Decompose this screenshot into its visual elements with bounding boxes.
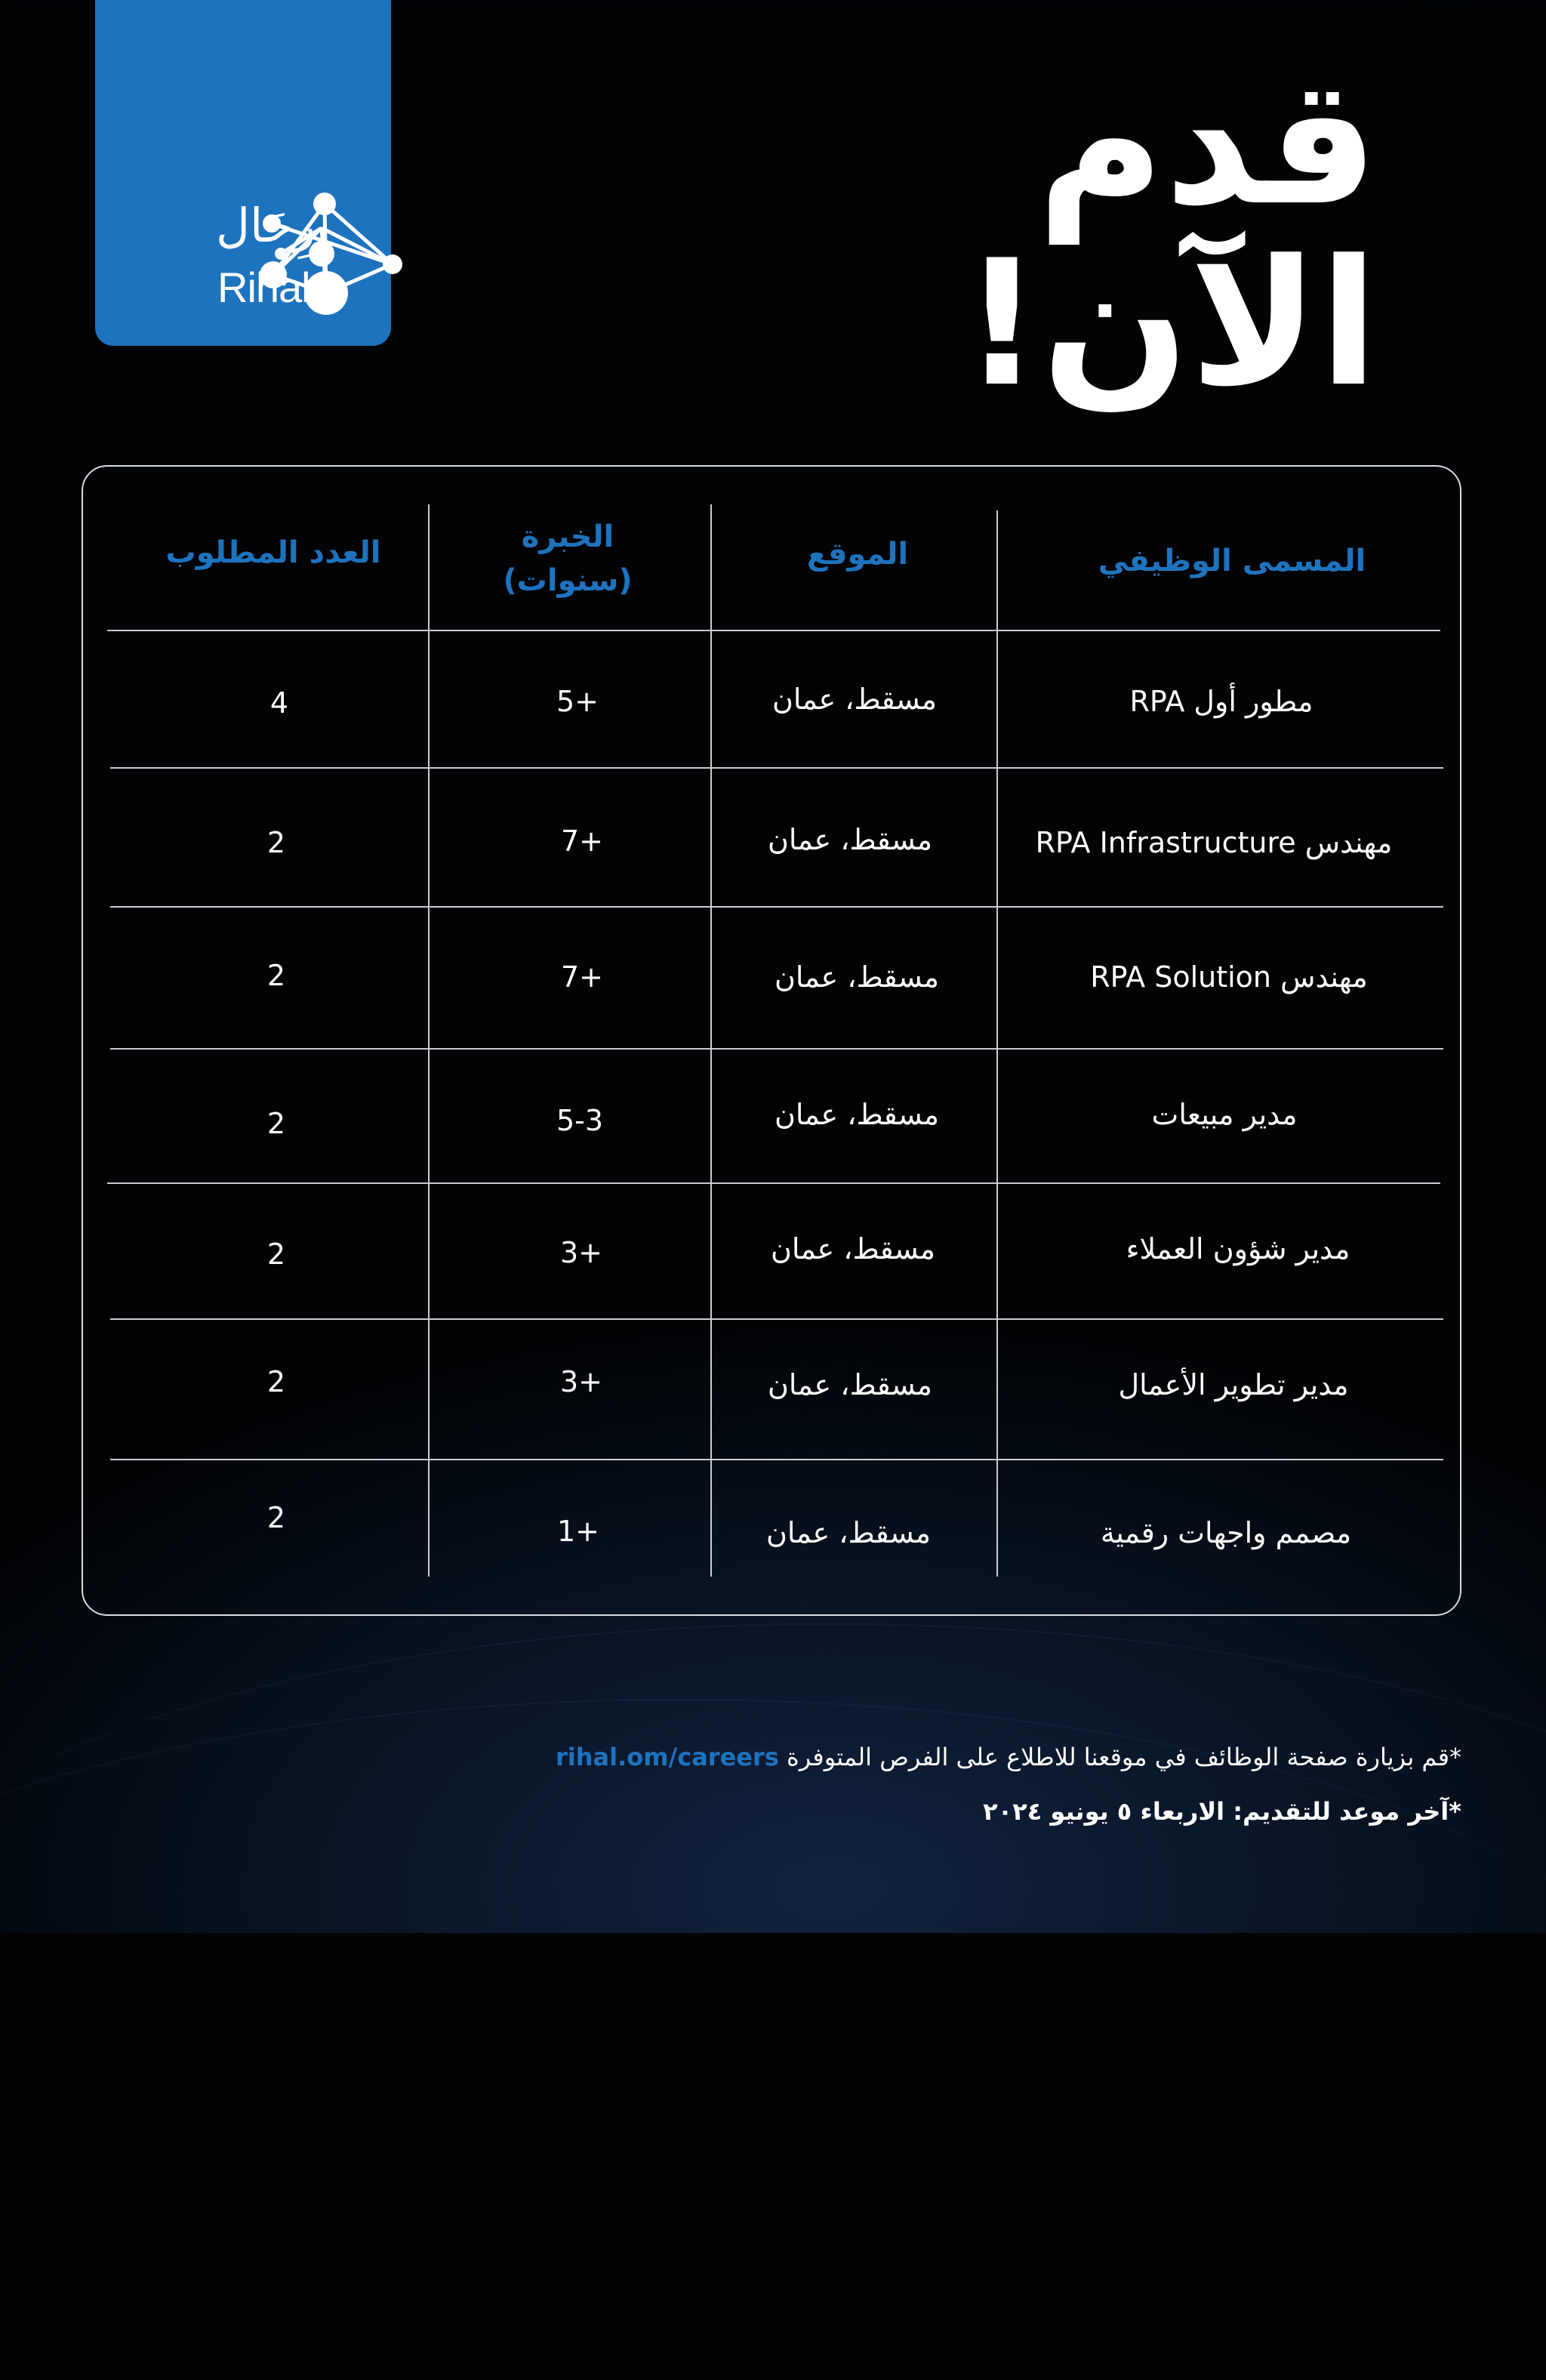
- cell-count: 2: [266, 1365, 286, 1398]
- cell-count: 2: [266, 1501, 286, 1534]
- logo-arabic-text: رِحَال: [216, 198, 316, 253]
- header-experience: [503, 515, 632, 603]
- cell-count: 2: [266, 826, 286, 859]
- cell-experience: +3: [559, 1365, 603, 1398]
- rihal-logo: [95, 0, 391, 346]
- cell-experience: +7: [560, 825, 604, 858]
- column-divider: [710, 504, 712, 1577]
- cell-job-title: مهندس RPA Infrastructure: [1035, 826, 1393, 859]
- cell-count: 4: [269, 686, 289, 720]
- cell-job-title: مدير مبيعات: [1151, 1098, 1298, 1131]
- cell-experience: +7: [560, 960, 604, 994]
- cell-job-title: مدير شؤون العملاء: [1126, 1232, 1350, 1266]
- cell-experience: +5: [556, 685, 599, 718]
- header-location: الموقع: [806, 537, 909, 572]
- cell-count: 2: [266, 1238, 286, 1271]
- row-divider: [107, 630, 1440, 631]
- background-wave: [0, 1623, 1546, 2304]
- cell-location: مسقط، عمان: [767, 823, 933, 856]
- cell-location: مسقط، عمان: [771, 683, 938, 716]
- header-experience-line-2: (سنوات): [503, 563, 633, 598]
- footer-deadline: *آخر موعد للتقديم: الاربعاء ٥ يونيو ٢٠٢٤: [983, 1797, 1461, 1826]
- cell-job-title: مدير تطوير الأعمال: [1118, 1368, 1349, 1401]
- row-divider: [110, 906, 1443, 908]
- cell-count: 2: [266, 959, 286, 992]
- careers-link[interactable]: rihal.om/careers: [555, 1743, 779, 1771]
- headline-line-2: الآن!: [962, 224, 1378, 425]
- cell-experience: +1: [556, 1515, 600, 1548]
- cell-count: 2: [266, 1107, 286, 1140]
- header-job-title: المسمى الوظيفي: [1098, 544, 1366, 578]
- cell-experience: 5-3: [556, 1104, 604, 1137]
- header-count: العدد المطلوب: [165, 535, 381, 570]
- logo-english-text: Rihal: [217, 264, 310, 311]
- cell-location: مسقط، عمان: [767, 1368, 933, 1401]
- headline: [850, 42, 1378, 425]
- cell-job-title: مهندس RPA Solution: [1090, 960, 1368, 994]
- row-divider: [110, 767, 1443, 769]
- header-experience-line-1: الخبرة: [521, 519, 614, 554]
- column-divider: [428, 504, 430, 1577]
- row-divider: [107, 1182, 1440, 1184]
- cell-job-title: مصمم واجهات رقمية: [1100, 1516, 1352, 1549]
- cell-location: مسقط، عمان: [765, 1516, 932, 1549]
- cell-experience: +3: [559, 1236, 603, 1269]
- row-divider: [110, 1048, 1443, 1050]
- jobs-table: [82, 465, 1461, 1616]
- row-divider: [110, 1318, 1443, 1320]
- column-divider: [996, 510, 998, 1577]
- footer-visit-note: [103, 1743, 1461, 1771]
- cell-location: مسقط، عمان: [774, 960, 940, 994]
- headline-line-1: قدم: [1036, 42, 1378, 244]
- cell-location: مسقط، عمان: [774, 1098, 940, 1131]
- visit-text: *قم بزيارة صفحة الوظائف في موقعنا للاطلاع على الفرص المتوفرة: [786, 1743, 1461, 1771]
- cell-job-title: مطور أول RPA: [1129, 685, 1313, 718]
- cell-location: مسقط، عمان: [770, 1232, 936, 1266]
- row-divider: [110, 1459, 1443, 1460]
